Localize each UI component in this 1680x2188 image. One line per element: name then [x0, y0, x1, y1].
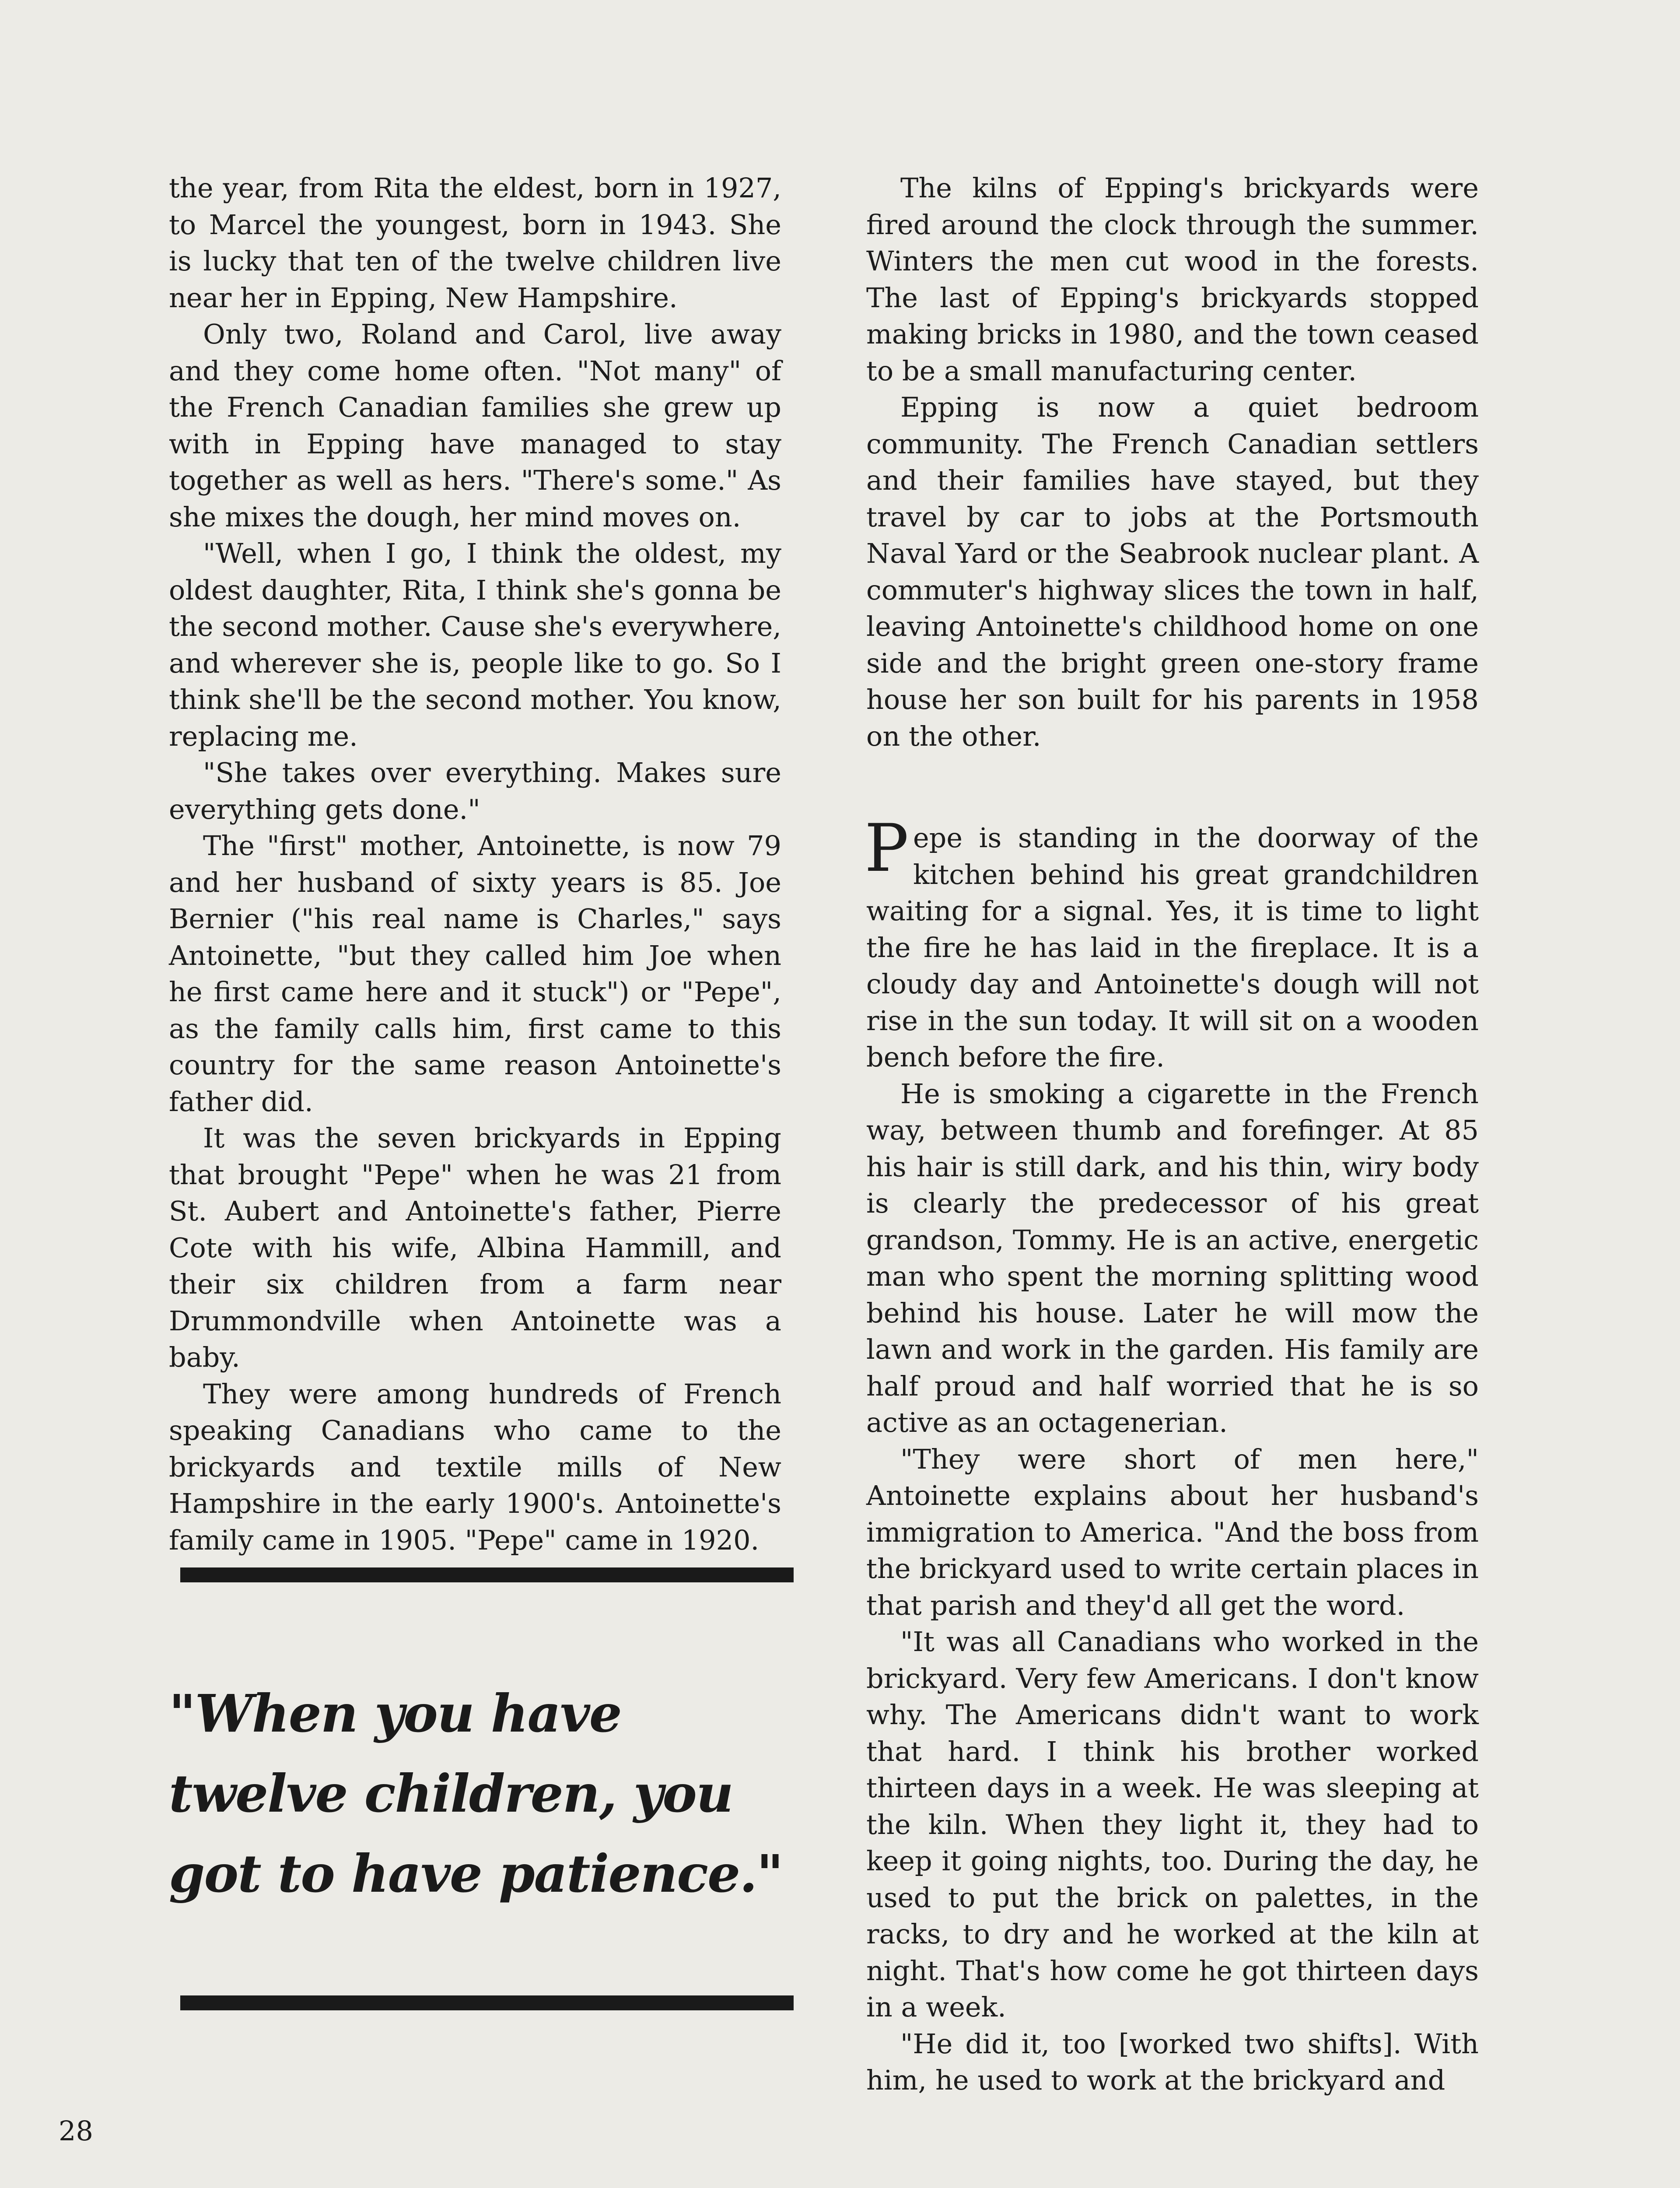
pull-quote-bottom-rule	[180, 1995, 794, 2010]
left-paragraph-5: The "first" mother, Antoinette, is now 79 and her husband of sixty years is 85. Joe Bernier ("his real name is Charles," says Antoinette, "but they called him Joe when he first came here and it stuck") or "Pepe", as the family calls him, first came to this country for the same reason Antoinette's father did.	[169, 830, 781, 1118]
left-paragraph-2: Only two, Roland and Carol, live away and they come home often. "Not many" of the French Canadian families she grew up with in Epping have managed to stay together as well as hers. "There's some." As she mixes the dough, her mind moves on.	[169, 318, 781, 533]
right-paragraph-4: He is smoking a cigarette in the French way, between thumb and forefinger. At 85 his hair is still dark, and his thin, wiry body is clearly the predecessor of his great grandson, Tommy. He is an active, energetic man who spent the morning splitting wood behind his house. Later he will mow the lawn and work in the garden. His family are half proud and half worried that he is so active as an octagenerian.	[866, 1077, 1479, 1438]
pull-quote-line-1: "When you have	[169, 1683, 621, 1744]
right-paragraph-1: The kilns of Epping's brickyards were fired around the clock through the summer. Winters the men cut wood in the forests. The last of Epping's brickyards stopped making bricks in 1980, and the town ceased to be a small manufacturing center.	[866, 172, 1479, 387]
left-paragraph-1: the year, from Rita the eldest, born in 1927, to Marcel the youngest, born in 1943. She is lucky that ten of the twelve children live near her in Epping, New Hampshire.	[169, 172, 781, 314]
pull-quote-line-3: got to have patience."	[169, 1843, 783, 1904]
dropcap-paragraph-text: epe is standing in the doorway of the kitchen behind his great grandchildren waiting for a signal. Yes, it is time to light the fire he has laid in the fireplace. It is a cloudy day and Antoinette's dough will not rise in the sun today. It will sit on a wooden bench before the fire.	[866, 822, 1479, 1073]
right-paragraph-5: "They were short of men here," Antoinette explains about her husband's immigration to America. "And the boss from the brickyard used to write certain places in that parish and they'd all get the word.	[866, 1443, 1479, 1621]
right-paragraph-7: "He did it, too [worked two shifts]. With him, he used to work at the brickyard and	[866, 2027, 1479, 2096]
left-column	[169, 170, 781, 1558]
drop-cap: P	[864, 810, 909, 887]
pull-quote-top-rule	[180, 1567, 794, 1582]
right-paragraph-2: Epping is now a quiet bedroom community. The French Canadian settlers and their families have stayed, but they travel by car to jobs at the Portsmouth Naval Yard or the Seabrook nuclear plant. A commuter's highway slices the town in half, leaving Antoinette's childhood home on one side and the bright green one-story frame house her son built for his parents in 1958 on the other.	[866, 391, 1479, 752]
right-paragraph-6: "It was all Canadians who worked in the brickyard. Very few Americans. I don't know why. The Americans didn't want to work that hard. I think his brother worked thirteen days in a week. He was sleeping at the kiln. When they light it, they had to keep it going nights, too. During the day, he used to put the brick on palettes, in the racks, to dry and he worked at the kiln at night. That's how come he got thirteen days in a week.	[866, 1626, 1479, 2023]
page-number: 28	[59, 2115, 93, 2147]
left-paragraph-4: "She takes over everything. Makes sure everything gets done."	[169, 757, 781, 825]
right-column	[866, 170, 1479, 2099]
left-paragraph-6: It was the seven brickyards in Epping that brought "Pepe" when he was 21 from St. Aubert and Antoinette's father, Pierre Cote with his wife, Albina Hammill, and their six children from a farm near Drummondville when Antoinette was a baby.	[169, 1122, 781, 1373]
dropcap-paragraph	[864, 810, 1479, 1076]
left-paragraph-3: "Well, when I go, I think the oldest, my oldest daughter, Rita, I think she's gonna be the second mother. Cause she's everywhere, and wherever she is, people like to go. So I think she'll be the second mother. You know, replacing me.	[169, 537, 781, 752]
left-paragraph-7: They were among hundreds of French speaking Canadians who came to the brickyards and textile mills of New Hampshire in the early 1900's. Antoinette's family came in 1905. "Pepe" came in 1920.	[169, 1378, 781, 1556]
pull-quote	[169, 1673, 781, 1914]
pull-quote-line-2: twelve children, you	[169, 1763, 733, 1824]
